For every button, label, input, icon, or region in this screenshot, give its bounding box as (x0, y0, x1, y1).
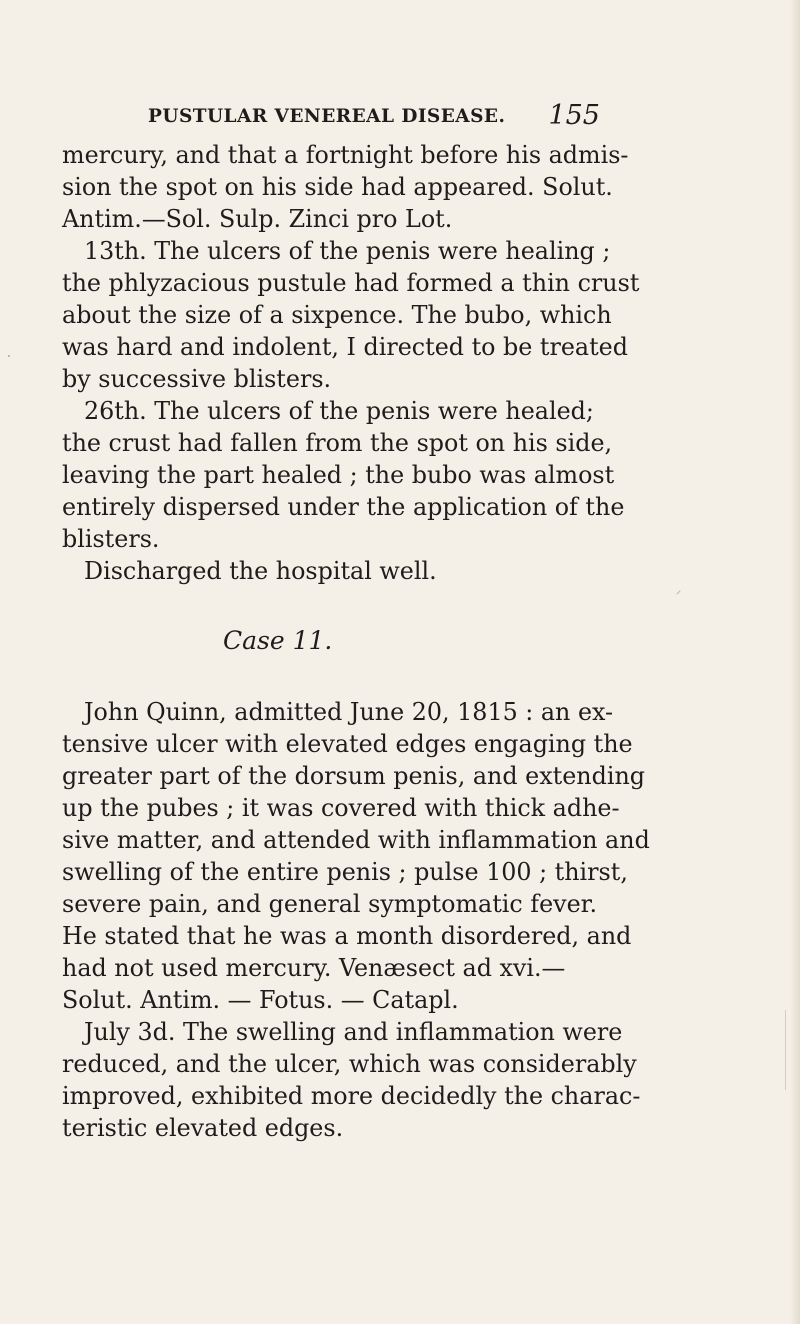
text-line: by successive blisters. (62, 365, 332, 393)
text-line: had not used mercury. Venæsect ad xvi.— (62, 954, 566, 982)
text-line: Solut. Antim. — Fotus. — Catapl. (62, 986, 459, 1014)
text-line: was hard and indolent, I directed to be treated (62, 333, 629, 361)
text-line: about the size of a sixpence. The bubo, which (62, 301, 612, 329)
case-heading: Case 11. (223, 626, 333, 655)
scan-speck (8, 355, 10, 357)
text-line: greater part of the dorsum penis, and extending (62, 762, 646, 790)
text-line: severe pain, and general symptomatic fever. (62, 890, 598, 918)
text-line: tensive ulcer with elevated edges engaging the (62, 730, 633, 758)
text-line: teristic elevated edges. (62, 1114, 344, 1142)
text-line: blisters. (62, 525, 160, 553)
running-header (148, 98, 600, 138)
text-line: swelling of the entire penis ; pulse 100 ; thirst, (62, 858, 628, 886)
text-line: 26th. The ulcers of the penis were healed; (84, 397, 594, 425)
text-line: John Quinn, admitted June 20, 1815 : an ex- (84, 698, 614, 726)
page-text (62, 139, 662, 1144)
text-line: improved, exhibited more decidedly the charac- (62, 1082, 641, 1110)
text-line: Discharged the hospital well. (84, 557, 437, 585)
text-line: mercury, and that a fortnight before his admis- (62, 141, 629, 169)
scan-edge-mark (785, 1010, 786, 1090)
text-line: He stated that he was a month disordered, and (62, 922, 632, 950)
text-line: the crust had fallen from the spot on his side, (62, 429, 613, 457)
text-line: sive matter, and attended with inflammation and (62, 826, 650, 854)
text-line: 13th. The ulcers of the penis were healing ; (84, 237, 611, 265)
text-line: sion the spot on his side had appeared. Solut. (62, 173, 613, 201)
page-number: 155 (548, 100, 600, 131)
text-line: reduced, and the ulcer, which was considerably (62, 1050, 637, 1078)
running-title: PUSTULAR VENEREAL DISEASE. (148, 106, 506, 127)
text-line: entirely dispersed under the application of the (62, 493, 625, 521)
page-edge-shadow (790, 0, 800, 1324)
text-line: July 3d. The swelling and inflammation were (84, 1018, 623, 1046)
text-line: the phlyzacious pustule had formed a thin crust (62, 269, 640, 297)
text-line: up the pubes ; it was covered with thick adhe- (62, 794, 620, 822)
text-line: Antim.—Sol. Sulp. Zinci pro Lot. (62, 205, 453, 233)
text-line: leaving the part healed ; the bubo was almost (62, 461, 615, 489)
scan-speck (676, 590, 680, 594)
